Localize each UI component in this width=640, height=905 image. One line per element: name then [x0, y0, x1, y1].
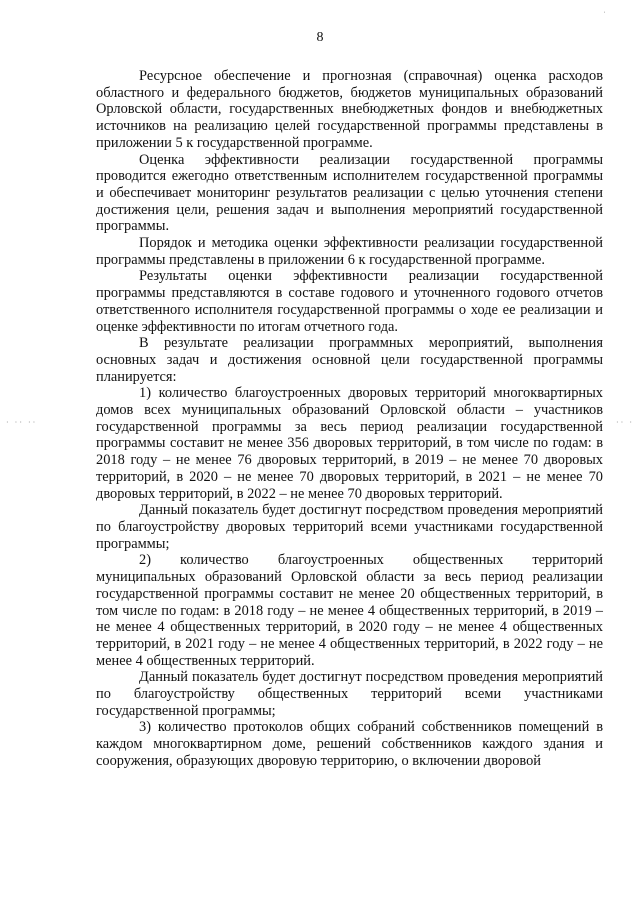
paragraph-assessment-results: Результаты оценки эффективности реализации государственной программы представляются в составе годового и уточненного годового отчетов ответственного исполнителя государственной программы о ходе ее реализации и оценке эффективности по итогам отчетного года.: [96, 268, 603, 335]
paragraph-item-2-achievement: Данный показатель будет достигнут посредством проведения мероприятий по благоустройству общественных территорий всеми участниками государственной программы;: [96, 669, 603, 719]
paragraph-item-2-public-territories: 2) количество благоустроенных общественных территорий муниципальных образований Орловской области за весь период реализации государственной программы составит не менее 20 общественных территорий, в том числе по годам: в 2018 году – не менее 4 общественных территорий, в 2019 – не менее 4 общественных территорий, в 2020 году – не менее 4 общественных территорий, в 2021 году – не менее 4 общественных территорий, в 2022 году – не менее 4 общественных территорий.: [96, 552, 603, 669]
scan-artifact-specks-right: ·· ·: [616, 418, 634, 427]
paragraph-planned-outcomes-intro: В результате реализации программных мероприятий, выполнения основных задач и достижения основной цели государственной программы планируется:: [96, 335, 603, 385]
paragraph-item-1-courtyard-territories: 1) количество благоустроенных дворовых территорий многоквартирных домов всех муниципальных образований Орловской области – участников государственной программы за весь период реализации государственной программы составит не менее 356 дворовых территорий, в том числе по годам: в 2018 году – не менее 76 дворовых территорий, в 2019 – не менее 70 дворовых территорий, в 2020 – не менее 70 дворовых территорий, в 2021 – не менее 70 дворовых территорий, в 2022 – не менее 70 дворовых территорий.: [96, 385, 603, 502]
document-body: [96, 68, 603, 770]
scan-artifact-mark: ˈ: [603, 10, 606, 20]
paragraph-efficiency-assessment: Оценка эффективности реализации государственной программы проводится ежегодно ответственным исполнителем государственной программы и обеспечивает мониторинг результатов реализации с целью уточнения степени достижения цели, решения задач и выполнения мероприятий государственной программы.: [96, 151, 603, 235]
paragraph-item-3-meeting-protocols: 3) количество протоколов общих собраний собственников помещений в каждом многоквартирном доме, решений собственников каждого здания и сооружения, образующих дворовую территорию, о включении дворовой: [96, 719, 603, 769]
page-number: 8: [316, 30, 324, 45]
paragraph-resource-provision: Ресурсное обеспечение и прогнозная (справочная) оценка расходов областного и федерального бюджетов, бюджетов муниципальных образований Орловской области, государственных внебюджетных фондов и внебюджетных источников на реализацию целей государственной программы представлены в приложении 5 к государственной программе.: [96, 68, 603, 151]
scan-artifact-specks-left: · ·· ··: [6, 418, 38, 427]
paragraph-item-1-achievement: Данный показатель будет достигнут посредством проведения мероприятий по благоустройству дворовых территорий всеми участниками государственной программы;: [96, 502, 603, 552]
paragraph-assessment-methodology: Порядок и методика оценки эффективности реализации государственной программы представлены в приложении 6 к государственной программе.: [96, 235, 603, 268]
